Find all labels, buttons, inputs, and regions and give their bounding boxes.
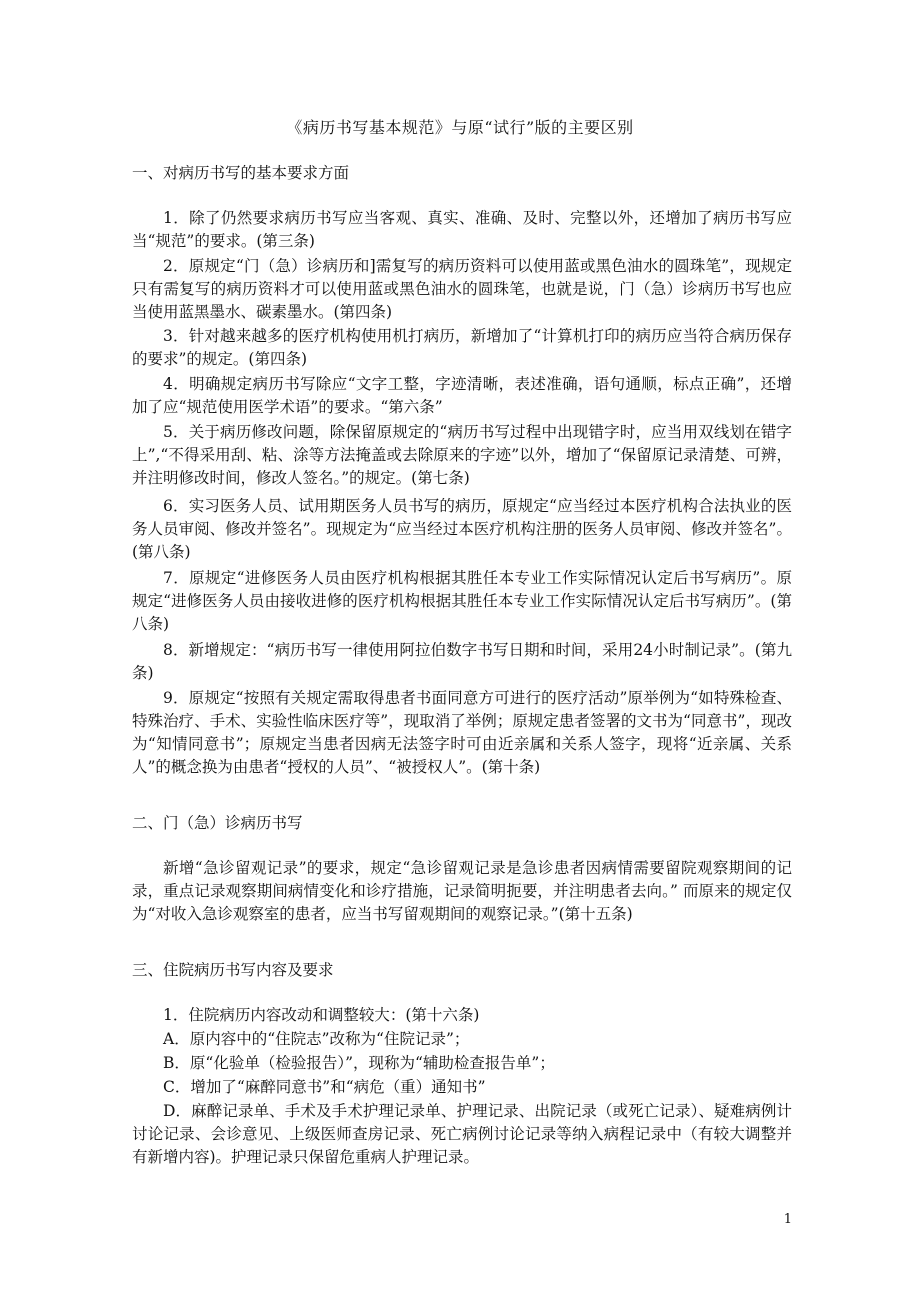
paragraph: A．原内容中的“住院志”改称为“住院记录”； <box>163 1030 470 1048</box>
paragraph: 7．原规定“进修医务人员由医疗机构根据其胜任本专业工作实际情况认定后书写病历”。原规定“进修医务人员由接收进修的医疗机构根据其胜任本专业工作实际情况认定后书写病历”。(第八条) <box>132 569 792 633</box>
page-number: 1 <box>783 1212 792 1227</box>
paragraph: 1．住院病历内容改动和调整较大：(第十六条) <box>163 1006 480 1024</box>
paragraph: D．麻醉记录单、手术及手术护理记录单、护理记录、出院记录（或死亡记录）、疑难病例计讨论记录、会诊意见、上级医师查房记录、死亡病例讨论记录等纳入病程记录中（有较大调整并有新增内容)。护理记录只保留危重病人护理记录。 <box>132 1102 792 1166</box>
paragraph: 8．新增规定：“病历书写一律使用阿拉伯数字书写日期和时间，采用24小时制记录”。(第九条) <box>132 641 792 682</box>
paragraph: 9．原规定“按照有关规定需取得患者书面同意方可进行的医疗活动”原举例为“如特殊检查、特殊治疗、手术、实验性临床医疗等”，现取消了举例；原规定患者签署的文书为“同意书”，现改为“知情同意书”；原规定当患者因病无法签字时可由近亲属和关系人签字，现将“近亲属、关系人”的概念换为由患者“授权的人员”、“被授权人”。(第十条) <box>132 689 792 776</box>
section-heading-1: 一、对病历书写的基本要求方面 <box>132 164 350 182</box>
paragraph: 新增“急诊留观记录”的要求，规定“急诊留观记录是急诊患者因病情需要留院观察期间的记录，重点记录观察期间病情变化和诊疗措施，记录简明扼要，并注明患者去向。” 而原来的规定仅为“对收入急诊观察室的患者，应当书写留观期间的观察记录。”(第十五条) <box>132 859 792 923</box>
paragraph: 6．实习医务人员、试用期医务人员书写的病历，原规定“应当经过本医疗机构合法执业的医务人员审阅、修改并签名”。现规定为“应当经过本医疗机构注册的医务人员审阅、修改并签名”。(第八条) <box>132 497 792 561</box>
paragraph: 2．原规定“门（急）诊病历和]需复写的病历资料可以使用蓝或黑色油水的圆珠笔”，现规定只有需复写的病历资料才可以使用蓝或黑色油水的圆珠笔，也就是说，门（急）诊病历书写也应当使用蓝黑墨水、碳素墨水。(第四条) <box>132 257 792 321</box>
paragraph: 5．关于病历修改问题，除保留原规定的“病历书写过程中出现错字时，应当用双线划在错字上”,“不得采用刮、粘、涂等方法掩盖或去除原来的字迹”以外，增加了“保留原记录清楚、可辨，并注明修改时间，修改人签名。”的规定。(第七条) <box>132 423 792 487</box>
document-title: 《病历书写基本规范》与原“试行”版的主要区别 <box>286 118 634 137</box>
section-heading-3: 三、住院病历书写内容及要求 <box>132 961 334 979</box>
paragraph: C．增加了“麻醉同意书”和“病危（重）通知书” <box>163 1078 486 1096</box>
section-heading-2: 二、门（急）诊病历书写 <box>132 814 303 832</box>
paragraph: 3．针对越来越多的医疗机构使用机打病历，新增加了“计算机打印的病历应当符合病历保存的要求”的规定。(第四条) <box>132 327 792 368</box>
paragraph: B．原“化验单（检验报告）”，现称为“辅助检查报告单”； <box>163 1054 555 1072</box>
paragraph: 4．明确规定病历书写除应“文字工整，字迹清晰，表述准确，语句通顺，标点正确”，还增加了应“规范使用医学术语”的要求。“第六条” <box>132 375 792 416</box>
paragraph: 1．除了仍然要求病历书写应当客观、真实、准确、及时、完整以外，还增加了病历书写应当“规范”的要求。(第三条) <box>132 209 792 250</box>
